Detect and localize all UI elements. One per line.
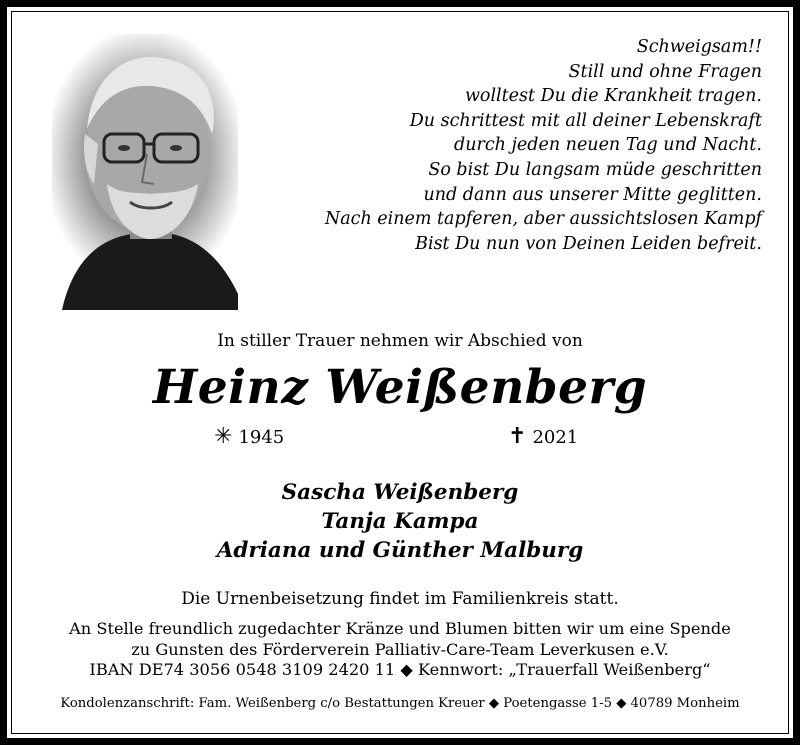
birth-year: 1945 [238,427,285,448]
death-date [508,424,578,449]
poem-line: wolltest Du die Krankheit tragen. [464,86,762,107]
birth-star-icon: ✳ [214,424,233,449]
donation-notice [0,619,800,681]
portrait-photo [52,34,238,310]
poem-line: So bist Du langsam müde geschritten [428,159,762,180]
birth-date [214,424,284,449]
death-year: 2021 [532,427,579,448]
poem-line: Still und ohne Fragen [568,61,762,82]
poem-line: durch jeden neuen Tag und Nacht. [454,135,762,156]
deceased-name: Heinz Weißenberg [152,360,648,415]
poem [302,35,762,256]
portrait-illustration [52,34,238,310]
donation-line: An Stelle freundlich zugedachter Kränze und Blumen bitten wir um eine Spende [69,619,731,638]
mourner-name: Adriana und Günther Malburg [216,538,584,563]
mourner-name: Sascha Weißenberg [281,480,519,505]
donation-line: zu Gunsten des Förderverein Palliativ-Care-Team Leverkusen e.V. [131,639,669,659]
intro-text: In stiller Trauer nehmen wir Abschied von [217,331,583,351]
poem-line: Schweigsam!! [636,37,762,57]
donation-line: IBAN DE74 3056 0548 3109 2420 11 ◆ Kennwort: „Trauerfall Weißenberg“ [89,660,711,679]
poem-line: Bist Du nun von Deinen Leiden befreit. [415,233,762,254]
mourners-list [0,478,800,565]
death-cross-icon: ✝ [508,424,527,449]
poem-line: Nach einem tapferen, aber aussichtslosen Kampf [324,209,762,230]
urn-notice: Die Urnenbeisetzung findet im Familienkreis statt. [181,589,619,609]
condolence-address: Kondolenzanschrift: Fam. Weißenberg c/o Bestattungen Kreuer ◆ Poetengasse 1-5 ◆ 40789 Monheim [60,696,740,711]
poem-line: und dann aus unserer Mitte geglitten. [423,184,762,205]
poem-line: Du schrittest mit all deiner Lebenskraft [409,110,762,131]
mourner-name: Tanja Kampa [321,509,479,534]
